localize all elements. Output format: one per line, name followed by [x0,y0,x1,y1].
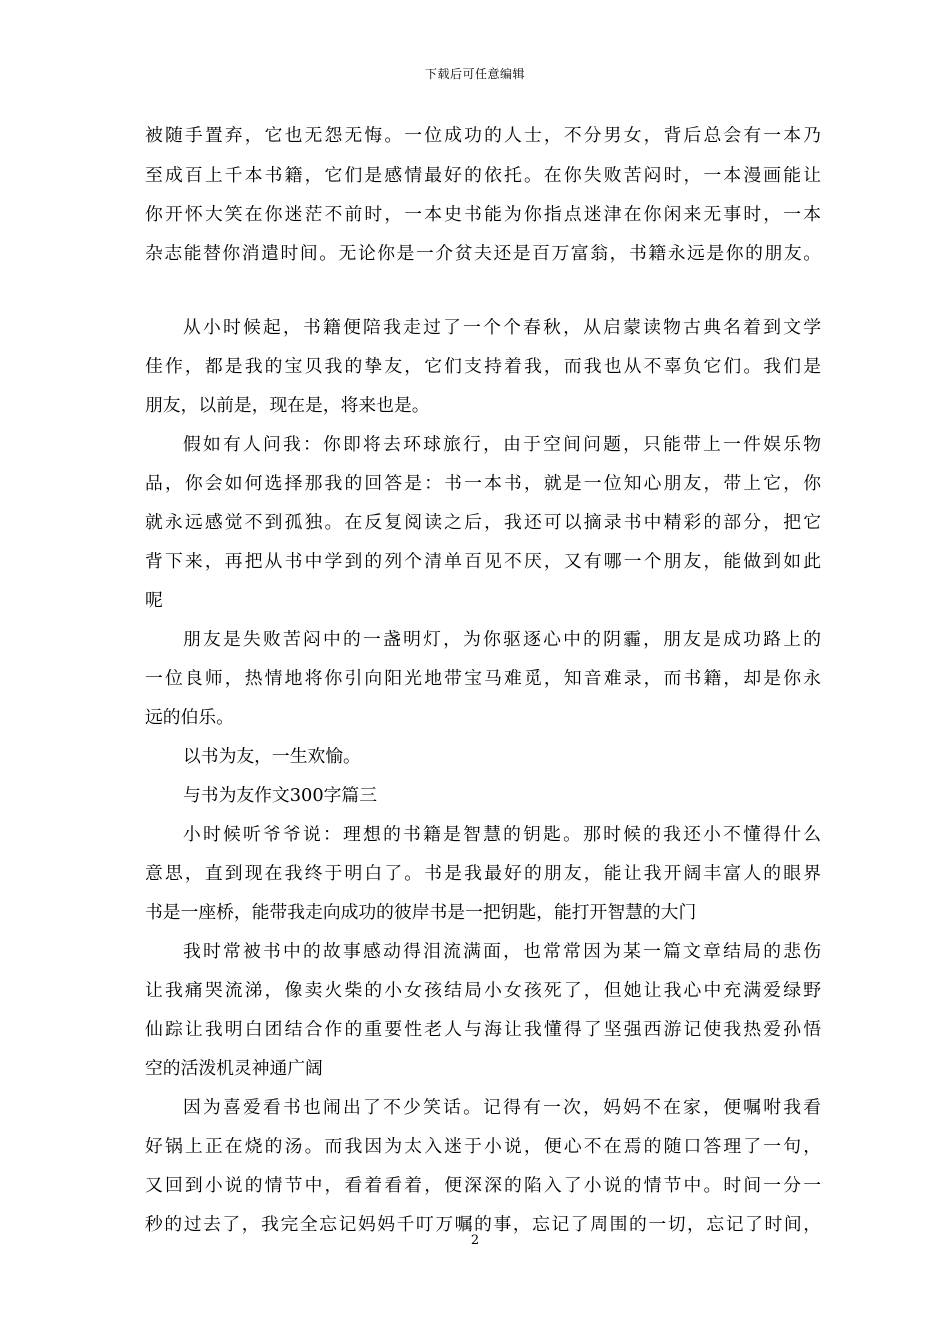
text-line: 背下来，再把从书中学到的列个清单百见不厌，又有哪一个朋友，能做到如此 [145,551,821,572]
text-line: 让我痛哭流涕，像卖火柴的小女孩结局小女孩死了，但她让我心中充满爱绿野 [145,980,821,1001]
text-line: 书是一座桥，能带我走向成功的彼岸书是一把钥匙，能打开智慧的大门 [145,902,697,923]
text-line: 杂志能替你消遣时间。无论你是一介贫夫还是百万富翁，书籍永远是你的朋友。 [145,243,821,264]
text-line: 秒的过去了，我完全忘记妈妈千叮万嘱的事，忘记了周围的一切，忘记了时间， [145,1214,821,1235]
section-heading: 与书为友作文300字篇三 [183,785,377,806]
text-line: 品，你会如何选择那我的回答是：书一本书，就是一位知心朋友，带上它，你 [145,473,821,494]
text-line: 又回到小说的情节中，看着看着，便深深的陷入了小说的情节中。时间一分一 [145,1175,821,1196]
text-line: 朋友，以前是，现在是，将来也是。 [145,395,430,416]
text-line: 你开怀大笑在你迷茫不前时，一本史书能为你指点迷津在你闲来无事时，一本 [145,204,821,225]
page-header: 下载后可任意编辑 [424,67,525,81]
text-line: 意思，直到现在我终于明白了。书是我最好的朋友，能让我开阔丰富人的眼界 [145,863,821,884]
text-line: 被随手置弃，它也无怨无悔。一位成功的人士，不分男女，背后总会有一本乃 [145,125,821,146]
text-line: 小时候听爷爷说：理想的书籍是智慧的钥匙。那时候的我还小不懂得什么 [183,824,821,845]
text-line: 佳作，都是我的宝贝我的挚友，它们支持着我，而我也从不辜负它们。我们是 [145,356,821,377]
text-line: 朋友是失败苦闷中的一盏明灯，为你驱逐心中的阴霾，朋友是成功路上的 [183,629,821,650]
text-line: 假如有人问我：你即将去环球旅行，由于空间问题，只能带上一件娱乐物 [183,434,821,455]
text-line: 以书为友，一生欢愉。 [183,746,361,767]
text-line: 从小时候起，书籍便陪我走过了一个个春秋，从启蒙读物古典名着到文学 [183,317,821,338]
text-line: 一位良师，热情地将你引向阳光地带宝马难觅，知音难录，而书籍，却是你永 [145,668,821,689]
text-line: 好锅上正在烧的汤。而我因为太入迷于小说，便心不在焉的随口答理了一句， [145,1136,821,1157]
text-line: 远的伯乐。 [145,707,234,728]
text-line: 我时常被书中的故事感动得泪流满面，也常常因为某一篇文章结局的悲伤 [183,941,821,962]
text-line: 就永远感觉不到孤独。在反复阅读之后，我还可以摘录书中精彩的部分，把它 [145,512,821,533]
text-line: 至成百上千本书籍，它们是感情最好的依托。在你失败苦闷时，一本漫画能让 [145,165,821,186]
text-line: 空的活泼机灵神通广阔 [145,1058,323,1079]
text-line: 呢 [145,590,163,611]
page-number: 2 [470,1233,480,1248]
text-line: 因为喜爱看书也闹出了不少笑话。记得有一次，妈妈不在家，便嘱咐我看 [183,1097,821,1118]
text-line: 仙踪让我明白团结合作的重要性老人与海让我懂得了坚强西游记使我热爱孙悟 [145,1019,821,1040]
